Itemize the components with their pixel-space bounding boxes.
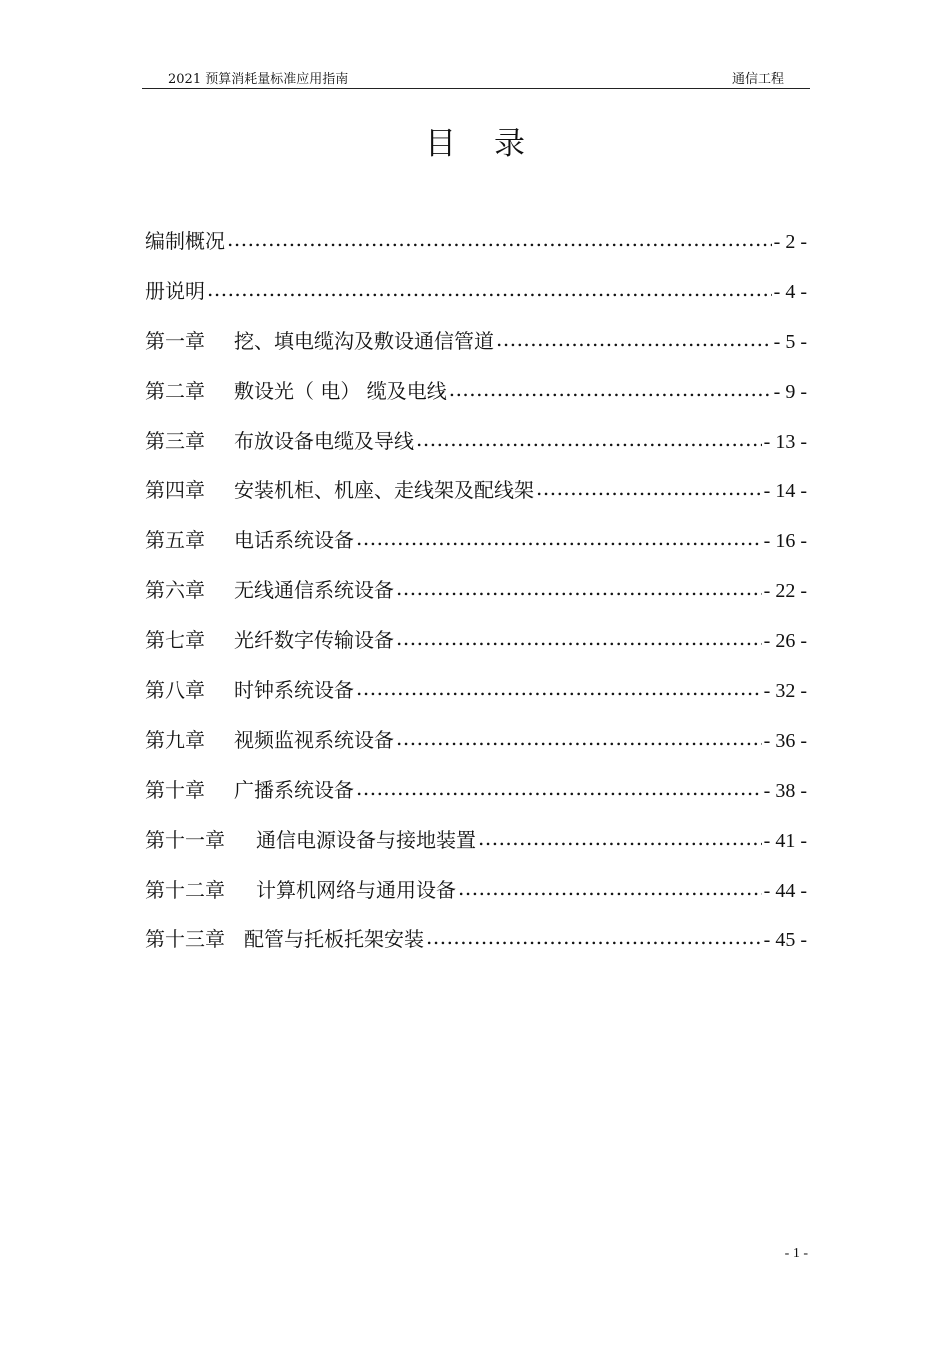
- toc-page-number: - 4 -: [773, 280, 807, 303]
- toc-leader-dots: [356, 673, 762, 703]
- toc-entry-chapter-6[interactable]: [145, 575, 807, 625]
- toc-chapter-number: 第七章: [145, 628, 205, 653]
- toc-entry-label: [145, 276, 205, 306]
- table-of-contents: [145, 226, 807, 974]
- toc-leader-dots: [426, 922, 762, 952]
- toc-chapter-number: 第四章: [145, 478, 205, 503]
- toc-entry-label: [145, 525, 354, 555]
- toc-entry-overview[interactable]: [145, 226, 807, 276]
- toc-entry-chapter-9[interactable]: [145, 725, 807, 775]
- toc-chapter-number: 第十二章: [145, 877, 225, 902]
- toc-entry-title: 册说明: [145, 278, 205, 303]
- toc-entry-label: [145, 875, 456, 905]
- toc-entry-title: 电话系统设备: [234, 528, 354, 553]
- toc-entry-label: [145, 775, 354, 805]
- toc-chapter-number: 第十三章: [145, 927, 225, 952]
- toc-entry-label: [145, 326, 494, 356]
- toc-entry-title: 广播系统设备: [234, 777, 354, 802]
- page-header: [142, 66, 810, 89]
- toc-leader-dots: [396, 723, 762, 753]
- toc-entry-title: 布放设备电缆及导线: [234, 428, 414, 453]
- toc-leader-dots: [416, 424, 762, 454]
- toc-entry-chapter-2[interactable]: [145, 376, 807, 426]
- toc-chapter-number: 第二章: [145, 378, 205, 403]
- toc-entry-label: [145, 226, 225, 256]
- toc-leader-dots: [458, 873, 762, 903]
- header-document-title: 2021 预算消耗量标准应用指南: [168, 72, 349, 87]
- toc-entry-title: 视频监视系统设备: [234, 727, 394, 752]
- toc-entry-chapter-12[interactable]: [145, 875, 807, 925]
- toc-leader-dots: [396, 573, 762, 603]
- toc-entry-chapter-5[interactable]: [145, 525, 807, 575]
- toc-entry-title: 挖、填电缆沟及敷设通信管道: [234, 328, 494, 353]
- toc-entry-chapter-1[interactable]: [145, 326, 807, 376]
- toc-page-number: - 9 -: [773, 380, 807, 403]
- toc-page-number: - 16 -: [763, 530, 807, 553]
- toc-page-number: - 2 -: [773, 231, 807, 253]
- toc-entry-title: 无线通信系统设备: [234, 578, 394, 603]
- toc-entry-chapter-4[interactable]: [145, 475, 807, 525]
- toc-entry-title: 编制概况: [145, 229, 225, 253]
- toc-entry-chapter-3[interactable]: [145, 426, 807, 476]
- toc-entry-title: 计算机网络与通用设备: [256, 877, 456, 902]
- toc-entry-chapter-7[interactable]: [145, 625, 807, 675]
- toc-page-number: - 36 -: [763, 729, 807, 752]
- toc-entry-label: [145, 376, 447, 406]
- toc-page-number: - 5 -: [773, 330, 807, 353]
- toc-leader-dots: [478, 823, 762, 853]
- toc-leader-dots: [356, 773, 762, 803]
- toc-chapter-number: 第十章: [145, 777, 205, 802]
- toc-entry-title: 敷设光（ 电） 缆及电线: [234, 378, 447, 403]
- toc-entry-title: 配管与托板托架安装: [244, 927, 424, 952]
- toc-entry-title: 光纤数字传输设备: [234, 628, 394, 653]
- toc-leader-dots: [356, 523, 762, 553]
- toc-entry-label: [145, 825, 476, 855]
- toc-entry-chapter-8[interactable]: [145, 675, 807, 725]
- toc-chapter-number: 第三章: [145, 428, 205, 453]
- toc-entry-chapter-11[interactable]: [145, 825, 807, 875]
- toc-entry-label: [145, 426, 414, 456]
- toc-entry-chapter-10[interactable]: [145, 775, 807, 825]
- toc-page-number: - 45 -: [763, 929, 807, 952]
- toc-leader-dots: [536, 473, 762, 503]
- footer-page-number: - 1 -: [784, 1246, 808, 1261]
- toc-leader-dots: [449, 374, 772, 404]
- toc-page-number: - 38 -: [763, 779, 807, 802]
- header-section-name: 通信工程: [731, 72, 784, 87]
- toc-chapter-number: 第十一章: [145, 827, 225, 852]
- toc-chapter-number: 第九章: [145, 727, 205, 752]
- toc-chapter-number: 第一章: [145, 328, 205, 353]
- toc-entry-title: 安装机柜、机座、走线架及配线架: [234, 478, 534, 503]
- toc-entry-title: 通信电源设备与接地装置: [256, 827, 476, 852]
- page-title: 目录: [425, 126, 563, 162]
- toc-entry-label: [145, 625, 394, 655]
- toc-page-number: - 26 -: [763, 630, 807, 653]
- toc-entry-volume-notes[interactable]: [145, 276, 807, 326]
- toc-page-number: - 14 -: [763, 480, 807, 503]
- toc-entry-label: [145, 575, 394, 605]
- toc-entry-title: 时钟系统设备: [234, 678, 354, 703]
- toc-entry-label: [145, 725, 394, 755]
- toc-entry-label: [145, 475, 534, 505]
- toc-page-number: - 44 -: [763, 879, 807, 902]
- toc-entry-label: [145, 924, 424, 954]
- toc-leader-dots: [227, 224, 772, 254]
- toc-leader-dots: [496, 324, 772, 354]
- toc-chapter-number: 第五章: [145, 528, 205, 553]
- toc-leader-dots: [207, 274, 772, 304]
- toc-page-number: - 13 -: [763, 430, 807, 453]
- toc-page-number: - 32 -: [763, 680, 807, 703]
- toc-page-number: - 41 -: [763, 829, 807, 852]
- toc-leader-dots: [396, 623, 762, 653]
- toc-chapter-number: 第八章: [145, 678, 205, 703]
- toc-chapter-number: 第六章: [145, 578, 205, 603]
- toc-entry-label: [145, 675, 354, 705]
- toc-entry-chapter-13[interactable]: [145, 924, 807, 974]
- toc-page-number: - 22 -: [763, 580, 807, 603]
